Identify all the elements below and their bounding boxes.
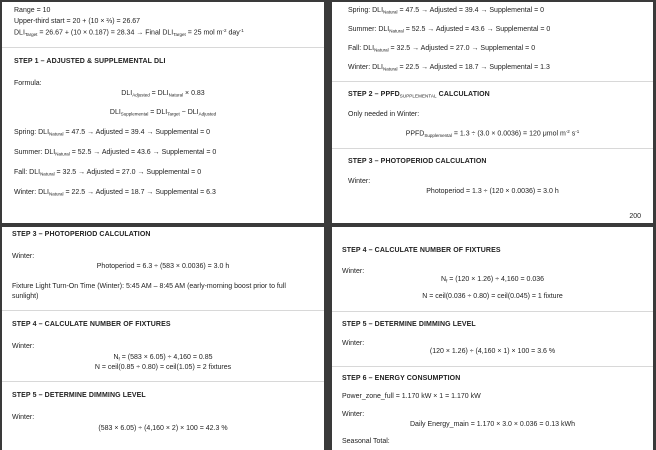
winter-label: Winter:	[342, 411, 365, 418]
winter-label: Winter:	[12, 343, 35, 350]
step5-heading: STEP 5 – DETERMINE DIMMING LEVEL	[12, 392, 146, 399]
season-spring: Spring: $DLI_{Natural} = 47.5$ → Adjusted = 39.4 → Supplemental = 0	[348, 7, 545, 15]
step5-heading: STEP 5 – DETERMINE DIMMING LEVEL	[342, 321, 476, 328]
dimming-formula: (120 × 1.26) ÷ (4,160 × 1) × 100 = 3.6 %	[429, 348, 556, 355]
document-page-1	[2, 2, 324, 223]
step6-heading: STEP 6 – ENERGY CONSUMPTION	[342, 375, 461, 382]
winter-label: Winter:	[348, 178, 371, 185]
document-page-3	[2, 227, 324, 450]
ppfd-formula: $PPFD_{Supplemental} = 1.3 \div (3.0 \times 0.0036) = 120$ μmol $m^{-2}$ $s^{-1}$	[405, 129, 580, 138]
winter-label: Winter:	[12, 253, 35, 260]
season-spring: Spring: $DLI_{Natural} = 47.5$ → Adjusted = 39.4 → Supplemental = 0	[14, 129, 211, 137]
winter-label: Winter:	[12, 414, 35, 421]
formula-adjusted: $DLI_{Adjusted} = DLI_{Natural} \times 0.83$	[121, 90, 205, 98]
seasonal-total-label: Seasonal Total:	[342, 438, 390, 445]
season-summer: Summer: $DLI_{Natural} = 52.5$ → Adjusted = 43.6 → Supplemental = 0	[348, 26, 551, 34]
season-winter: Winter: $DLI_{Natural} = 22.5$ → Adjusted = 18.7 → Supplemental = 6.3	[14, 189, 216, 197]
turn-on-time-line2: sunlight)	[12, 293, 39, 300]
daily-energy-formula: Daily Energy_main = 1.170 × 3.0 × 0.036 = 0.13 kWh	[410, 421, 575, 428]
season-fall: Fall: $DLI_{Natural} = 32.5$ → Adjusted = 27.0 → Supplemental = 0	[14, 169, 202, 177]
nf-formula: $N_f = (120 \times 1.26) \div 4,160 = 0.036$	[441, 276, 544, 284]
dimming-formula: (583 × 6.05) ÷ (4,160 × 2) × 100 = 42.3 %	[98, 425, 228, 432]
step4-heading: STEP 4 – CALCULATE NUMBER OF FIXTURES	[12, 321, 171, 328]
n-ceil-formula: N = ceil(0.85 ÷ 0.80) = ceil(1.05) = 2 fixtures	[94, 364, 232, 371]
photoperiod-formula: Photoperiod = 6.3 ÷ (583 × 0.0036) = 3.0 h	[96, 263, 230, 270]
dli-target-line: $DLI_{Target} = 26.67 + (10 \times 0.187) = 28.34$ → Final $DLI_{Target} = 25$ mol $m^{-2}$ day$^{-1}$	[14, 28, 244, 37]
n-ceil-formula: N = ceil(0.036 ÷ 0.80) = ceil(0.045) = 1 fixture	[422, 293, 563, 300]
season-fall: Fall: $DLI_{Natural} = 32.5$ → Adjusted = 27.0 → Supplemental = 0	[348, 45, 536, 53]
formula-supplemental: $DLI_{Supplemental} = DLI_{Target} - DLI_{Adjusted}$	[109, 109, 217, 117]
step3-heading: STEP 3 – PHOTOPERIOD CALCULATION	[348, 158, 487, 165]
turn-on-time-line1: Fixture Light Turn-On Time (Winter): 5:45 AM – 8:45 AM (early-morning boost prior to full	[12, 283, 286, 290]
step1-heading: STEP 1 – ADJUSTED & SUPPLEMENTAL DLI	[14, 58, 166, 65]
photoperiod-formula: Photoperiod = 1.3 ÷ (120 × 0.0036) = 3.0 h	[426, 188, 559, 195]
winter-label: Winter:	[342, 340, 365, 347]
document-page-4	[332, 227, 653, 450]
section-divider	[2, 381, 324, 382]
season-winter: Winter: $DLI_{Natural} = 22.5$ → Adjusted = 18.7 → Supplemental = 1.3	[348, 64, 550, 72]
formula-label: Formula:	[14, 80, 42, 87]
section-divider	[2, 47, 324, 48]
page-number: 200	[629, 213, 641, 220]
document-page-2	[332, 2, 653, 223]
winter-label: Winter:	[342, 268, 365, 275]
season-summer: Summer: $DLI_{Natural} = 52.5$ → Adjusted = 43.6 → Supplemental = 0	[14, 149, 217, 157]
step3-heading: STEP 3 – PHOTOPERIOD CALCULATION	[12, 231, 151, 238]
only-needed-label: Only needed in Winter:	[348, 111, 420, 118]
step2-heading: STEP $2 - PPFD_{SUPPLEMENTAL}$ CALCULATION	[348, 91, 490, 99]
section-divider	[332, 148, 653, 149]
range-line: Range = 10	[14, 7, 51, 14]
section-divider	[332, 311, 653, 312]
section-divider	[332, 366, 653, 367]
section-divider	[332, 81, 653, 82]
section-divider	[2, 310, 324, 311]
upper-third-line: Upper-third start = 20 + (10 × ⅔) = 26.67	[14, 18, 141, 25]
power-zone-line: Power_zone_full = 1.170 kW × 1 = 1.170 kW	[342, 393, 481, 400]
step4-heading: STEP 4 – CALCULATE NUMBER OF FIXTURES	[342, 247, 501, 254]
nf-formula: $N_f = (583 \times 6.05) \div 4,160 = 0.85$	[113, 354, 213, 362]
